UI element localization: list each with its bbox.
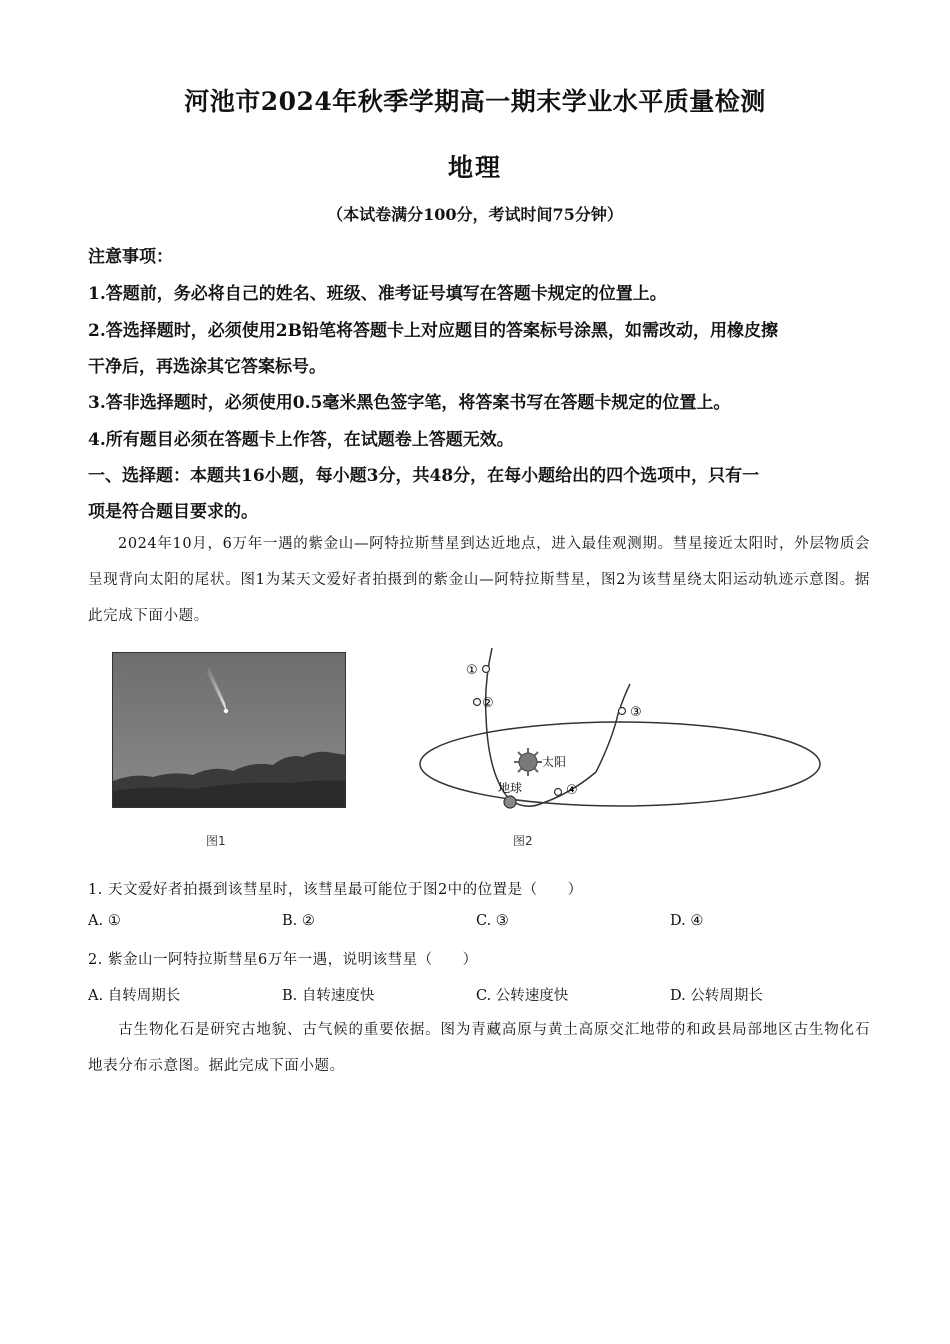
instruction-1: 1.答题前，务必将自己的姓名、班级、准考证号填写在答题卡规定的位置上。	[88, 284, 667, 304]
question-1-option-c[interactable]: C. ③	[476, 913, 509, 929]
instruction-4: 4.所有题目必须在答题卡上作答，在试题卷上答题无效。	[88, 430, 514, 450]
position-2-label: ②	[482, 696, 494, 711]
question-1-option-a[interactable]: A. ①	[88, 913, 121, 929]
instruction-2-cont: 干净后，再选涂其它答案标号。	[88, 357, 326, 377]
question-1-option-b[interactable]: B. ②	[282, 913, 315, 929]
comet-orbit-diagram	[400, 644, 840, 814]
question-2-option-a[interactable]: A. 自转周期长	[88, 988, 181, 1004]
sun-label: 太阳	[542, 755, 567, 769]
sun-icon	[514, 748, 542, 776]
instructions-heading: 注意事项：	[88, 247, 173, 267]
fig1-caption: 图1	[206, 834, 226, 848]
page-title: 河池市2024年秋季学期高一期末学业水平质量检测	[184, 87, 766, 116]
exam-info: （本试卷满分100分，考试时间75分钟）	[327, 205, 623, 224]
passage-comet: 2024年10月，6万年一遇的紫金山—阿特拉斯彗星到达近地点，进入最佳观测期。彗星接近太阳时，外层物质会呈现背向太阳的尾状。图1为某天文爱好者拍摄到的紫金山—阿特拉斯彗星，图2为该彗星绕太阳运动轨迹示意图。据此完成下面小题。	[88, 536, 870, 624]
position-3-label: ③	[630, 705, 642, 720]
question-1-stem: 1. 天文爱好者拍摄到该彗星时，该彗星最可能位于图2中的位置是（ ）	[88, 882, 583, 898]
question-2-option-c[interactable]: C. 公转速度快	[476, 988, 569, 1004]
section-heading: 一、选择题：本题共16小题，每小题3分，共48分，在每小题给出的四个选项中，只有一	[88, 466, 760, 486]
question-2-option-d[interactable]: D. 公转周期长	[670, 988, 763, 1004]
question-2-option-b[interactable]: B. 自转速度快	[282, 988, 375, 1004]
earth-icon	[504, 796, 516, 808]
passage-fossil: 古生物化石是研究古地貌、古气候的重要依据。图为青藏高原与黄土高原交汇地带的和政县局部地区古生物化石地表分布示意图。据此完成下面小题。	[88, 1022, 870, 1074]
subject-title: 地理	[447, 153, 502, 182]
earth-orbit	[420, 722, 820, 806]
instruction-2: 2.答选择题时，必须使用2B铅笔将答题卡上对应题目的答案标号涂黑，如需改动，用橡皮擦	[88, 321, 778, 341]
fig2-caption: 图2	[513, 834, 533, 848]
question-2-stem: 2. 紫金山一阿特拉斯彗星6万年一遇，说明该彗星（ ）	[88, 952, 478, 968]
position-4-label: ④	[566, 783, 578, 798]
question-1-option-d[interactable]: D. ④	[670, 913, 704, 929]
section-heading-cont: 项是符合题目要求的。	[88, 502, 258, 522]
position-1-label: ①	[466, 663, 478, 678]
instruction-3: 3.答非选择题时，必须使用0.5毫米黑色签字笔，将答案书写在答题卡规定的位置上。	[88, 393, 731, 413]
earth-label: 地球	[498, 781, 523, 795]
comet-photo	[112, 652, 346, 808]
